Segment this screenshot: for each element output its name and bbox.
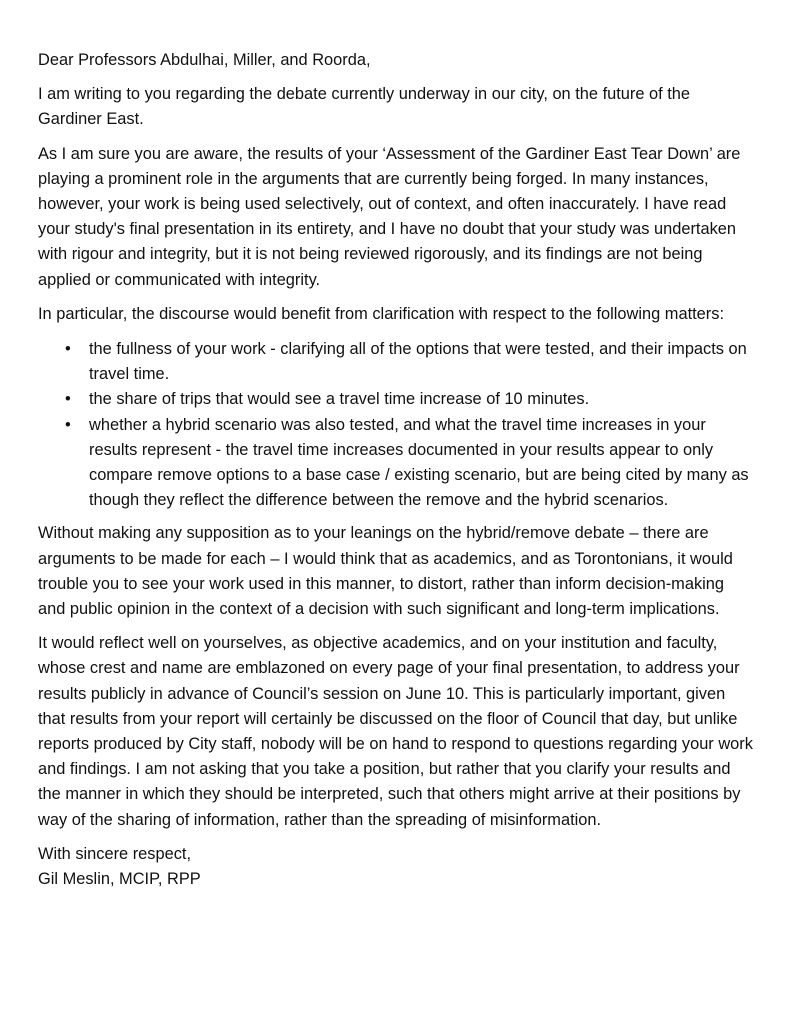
list-item-text: the fullness of your work - clarifying all of the options that were tested, and their impacts on travel time. (89, 340, 747, 384)
list-item (65, 337, 754, 387)
paragraph-clarification: In particular, the discourse would benefit from clarification with respect to the following matters: (38, 304, 724, 323)
signature: Gil Meslin, MCIP, RPP (38, 870, 201, 889)
letter-body (38, 48, 754, 901)
closing: With sincere respect, (38, 844, 192, 863)
paragraph-assessment: As I am sure you are aware, the results of your ‘Assessment of the Gardiner East Tear Down’ are playing a prominent role in the arguments that are currently being forged. In many instances, however, your work is being used selectively, out of context, and often inaccurately. I have read your study's final presentation in its entirety, and I have no doubt that your study was undertaken with rigour and integrity, but it is not being reviewed rigorously, and its findings are not being applied or communicated with integrity. (38, 144, 741, 289)
salutation: Dear Professors Abdulhai, Miller, and Roorda, (38, 51, 371, 69)
bullet-icon: • (65, 340, 71, 359)
paragraph-supposition: Without making any supposition as to your leanings on the hybrid/remove debate – there are arguments to be made for each – I would think that as academics, and as Torontonians, it would trouble you to see your work used in this manner, to distort, rather than inform decision-making and public opinion in the context of a decision with such significant and long-term implications. (38, 524, 733, 619)
list-item-text: the share of trips that would see a travel time increase of 10 minutes. (89, 390, 590, 409)
bullet-icon: • (65, 390, 71, 409)
closing-block (38, 842, 754, 892)
list-item (65, 387, 754, 412)
list-item (65, 413, 754, 514)
paragraph-request: It would reflect well on yourselves, as objective academics, and on your institution and faculty, whose crest and name are emblazoned on every page of your final presentation, to address your results publicly in advance of Council’s session on June 10. This is particularly important, given that results from your report will certainly be discussed on the floor of Council that day, but unlike reports produced by City staff, nobody will be on hand to respond to questions regarding your work and findings. I am not asking that you take a position, but rather that you clarify your results and the manner in which they should be interpreted, such that others might arrive at their positions by way of the sharing of information, rather than the spreading of misinformation. (38, 634, 753, 829)
list-item-text: whether a hybrid scenario was also tested, and what the travel time increases in your results represent - the travel time increases documented in your results appear to only compare remove options to a base case / existing scenario, but are being cited by many as though they reflect the difference between the remove and the hybrid scenarios. (89, 415, 749, 510)
bullet-icon: • (65, 415, 71, 434)
matters-list (38, 337, 754, 513)
paragraph-intro: I am writing to you regarding the debate currently underway in our city, on the future of the Gardiner East. (38, 85, 691, 129)
